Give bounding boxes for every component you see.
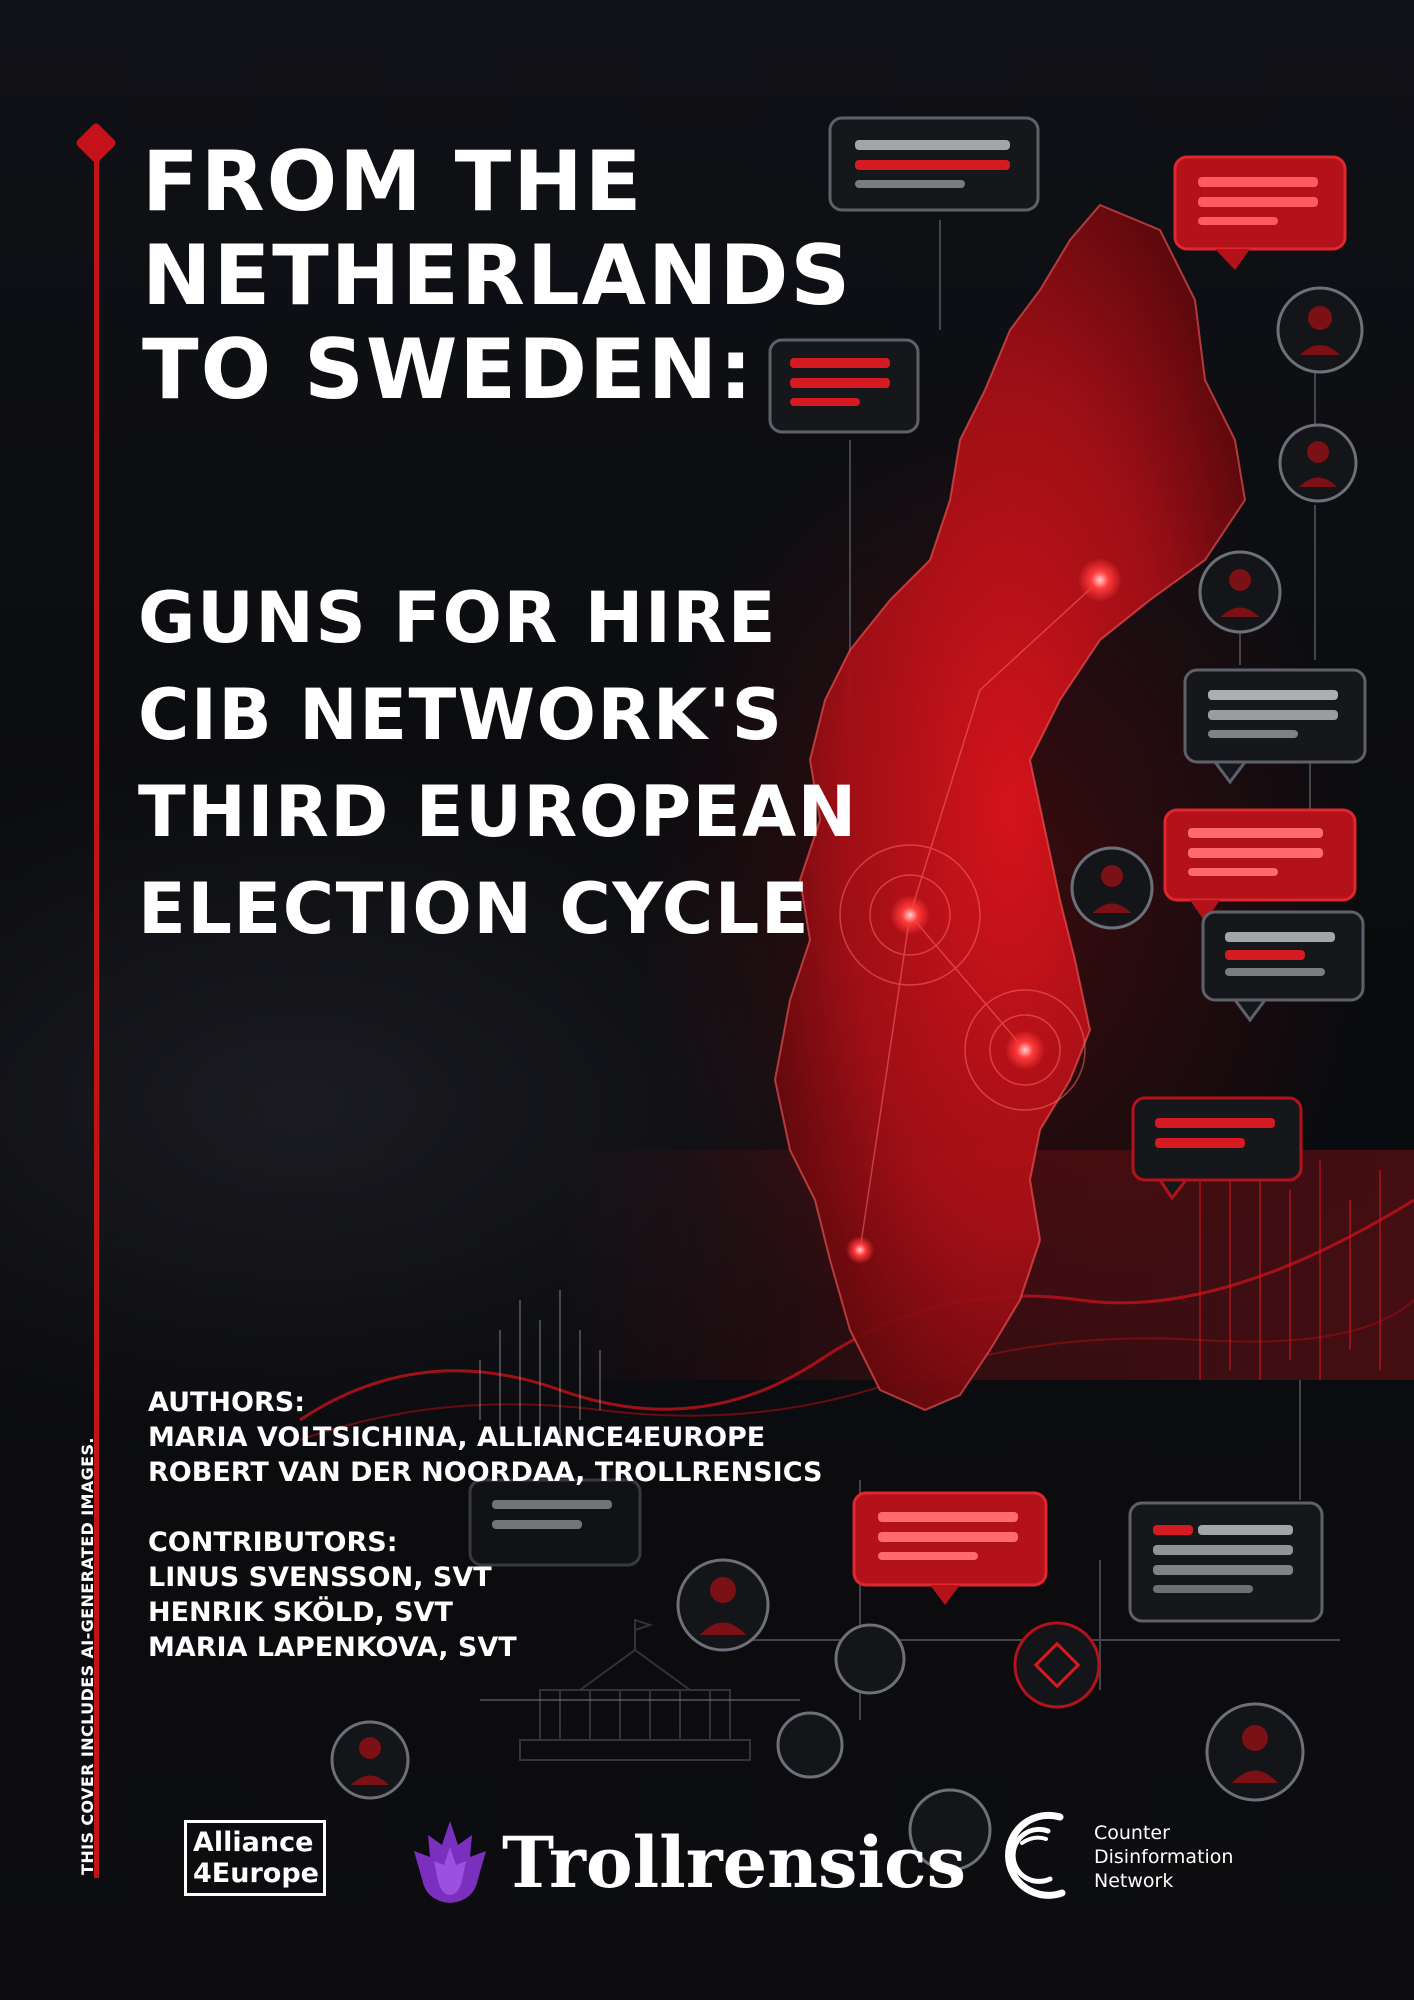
cdn-circle-icon bbox=[1000, 1805, 1090, 1905]
credits-block bbox=[148, 1385, 822, 1665]
subtitle-line: THIRD EUROPEAN bbox=[138, 771, 858, 853]
logo-text: 4Europe bbox=[193, 1858, 319, 1889]
alliance4europe-logo bbox=[184, 1820, 326, 1896]
speech-bubble-icon bbox=[1175, 157, 1345, 270]
title-line: FROM THE bbox=[142, 133, 644, 230]
logo-text-line: Counter bbox=[1094, 1822, 1170, 1844]
subtitle-line: CIB NETWORK'S bbox=[138, 674, 784, 756]
contributor-name: MARIA LAPENKOVA, SVT bbox=[148, 1632, 517, 1663]
logo-text-line: Network bbox=[1094, 1870, 1174, 1892]
title-line: NETHERLANDS bbox=[142, 227, 853, 324]
speech-bubble-icon bbox=[1130, 1503, 1322, 1621]
report-subtitle bbox=[138, 570, 858, 958]
logo-text: Alliance bbox=[193, 1827, 314, 1858]
author-name: MARIA VOLTSICHINA, ALLIANCE4EUROPE bbox=[148, 1422, 766, 1453]
contributors-heading: CONTRIBUTORS: bbox=[148, 1527, 398, 1558]
subtitle-line: ELECTION CYCLE bbox=[138, 868, 811, 950]
speech-bubble-icon bbox=[1185, 670, 1365, 782]
logo-text-line: Disinformation bbox=[1094, 1846, 1234, 1868]
speech-bubble-icon bbox=[830, 118, 1038, 210]
author-name: ROBERT VAN DER NOORDAA, TROLLRENSICS bbox=[148, 1457, 823, 1488]
logo-text: Trollrensics bbox=[502, 1821, 967, 1904]
contributor-name: HENRIK SKÖLD, SVT bbox=[148, 1597, 453, 1628]
title-line: TO SWEDEN: bbox=[142, 321, 755, 418]
speech-bubble-icon bbox=[854, 1493, 1046, 1605]
troll-flame-icon bbox=[410, 1817, 490, 1907]
ai-image-disclaimer: THIS COVER INCLUDES AI-GENERATED IMAGES. bbox=[78, 1437, 97, 1875]
subtitle-line: GUNS FOR HIRE bbox=[138, 577, 778, 659]
authors-heading: AUTHORS: bbox=[148, 1387, 305, 1418]
contributor-name: LINUS SVENSSON, SVT bbox=[148, 1562, 492, 1593]
speech-bubble-icon bbox=[1165, 810, 1355, 922]
logo-text bbox=[1094, 1821, 1233, 1893]
speech-bubble-icon bbox=[1203, 912, 1363, 1020]
report-title bbox=[142, 135, 852, 417]
